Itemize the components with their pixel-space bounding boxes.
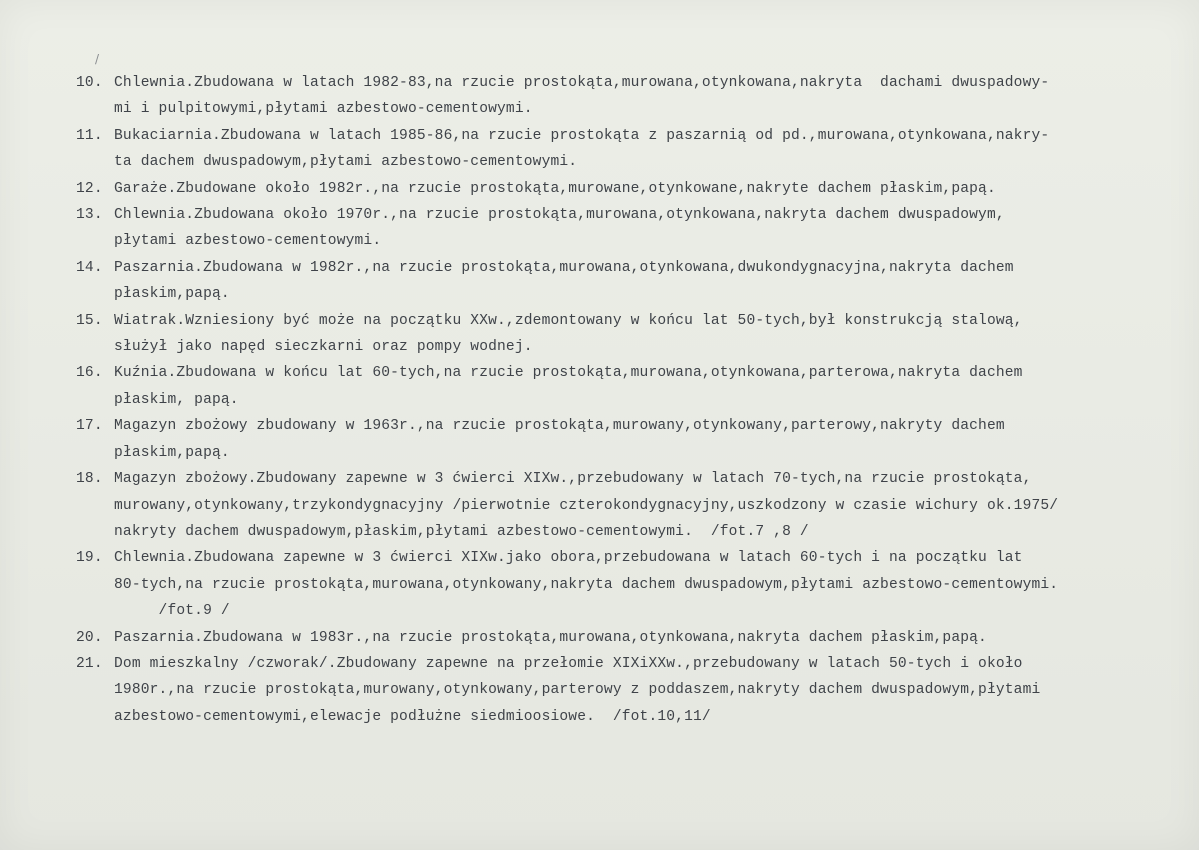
list-item	[76, 360, 1191, 413]
list-item	[76, 651, 1191, 730]
entry-text-line: Bukaciarnia.Zbudowana w latach 1985-86,na rzucie prostokąta z paszarnią od pd.,murowana,otynkowana,nakry-	[114, 127, 1050, 144]
entry-number: 14.	[76, 259, 103, 276]
entry-text-line: Magazyn zbożowy.Zbudowany zapewne w 3 ćwierci XIXw.,przebudowany w latach 70-tych,na rzucie prostokąta,	[114, 471, 1032, 488]
entry-text-line: 80-tych,na rzucie prostokąta,murowana,otynkowany,nakryta dachem dwuspadowym,płytami azbestowo-cementowymi.	[114, 576, 1059, 593]
entry-text-line: /fot.9 /	[114, 603, 230, 620]
list-item	[76, 466, 1191, 545]
entry-number: 16.	[76, 365, 103, 382]
list-item	[76, 625, 1191, 651]
list-item	[76, 176, 1191, 202]
entry-list	[76, 70, 1191, 730]
entry-number: 11.	[76, 127, 103, 144]
entry-text-line: płaskim, papą.	[114, 391, 239, 408]
entry-text-line: Chlewnia.Zbudowana około 1970r.,na rzucie prostokąta,murowana,otynkowana,nakryta dachem dwuspadowym,	[114, 207, 1005, 224]
entry-text-line: Kuźnia.Zbudowana w końcu lat 60-tych,na rzucie prostokąta,murowana,otynkowana,parterowa,nakryta dachem	[114, 365, 1023, 382]
entry-number: 20.	[76, 629, 103, 646]
list-item	[76, 202, 1191, 255]
entry-text-line: murowany,otynkowany,trzykondygnacyjny /pierwotnie czterokondygnacyjny,uszkodzony w czasie wichury ok.1975/	[114, 497, 1059, 514]
entry-text-line: nakryty dachem dwuspadowym,płaskim,płytami azbestowo-cementowymi. /fot.7 ,8 /	[114, 523, 809, 540]
entry-text-line: służył jako napęd sieczkarni oraz pompy wodnej.	[114, 339, 533, 356]
entry-text-line: azbestowo-cementowymi,elewacje podłużne siedmioosiowe. /fot.10,11/	[114, 708, 711, 725]
entry-text-line: Paszarnia.Zbudowana w 1982r.,na rzucie prostokąta,murowana,otynkowana,dwukondygnacyjna,nakryta dachem	[114, 259, 1014, 276]
list-item	[76, 123, 1191, 176]
list-item	[76, 308, 1191, 361]
entry-number: 21.	[76, 655, 103, 672]
entry-number: 12.	[76, 180, 103, 197]
entry-text-line: ta dachem dwuspadowym,płytami azbestowo-cementowymi.	[114, 154, 578, 171]
entry-text-line: 1980r.,na rzucie prostokąta,murowany,otynkowany,parterowy z poddaszem,nakryty dachem dwuspadowym,płytami	[114, 682, 1041, 699]
entry-text-line: Wiatrak.Wzniesiony być może na początku XXw.,zdemontowany w końcu lat 50-tych,był konstrukcją stalową,	[114, 312, 1023, 329]
list-item	[76, 70, 1191, 123]
pencil-mark: /	[95, 52, 100, 66]
entry-text-line: płytami azbestowo-cementowymi.	[114, 233, 382, 250]
entry-number: 17.	[76, 418, 103, 435]
entry-text-line: mi i pulpitowymi,płytami azbestowo-cementowymi.	[114, 101, 533, 118]
entry-text-line: Dom mieszkalny /czworak/.Zbudowany zapewne na przełomie XIXiXXw.,przebudowany w latach 50-tych i około	[114, 655, 1023, 672]
entry-text-line: płaskim,papą.	[114, 286, 230, 303]
entry-text-line: Chlewnia.Zbudowana w latach 1982-83,na rzucie prostokąta,murowana,otynkowana,nakryta dachami dwuspadowy-	[114, 75, 1050, 91]
list-item	[76, 255, 1191, 308]
list-item	[76, 545, 1191, 624]
entry-text-line: płaskim,papą.	[114, 444, 230, 461]
entry-number: 15.	[76, 312, 103, 329]
entry-text-line: Paszarnia.Zbudowana w 1983r.,na rzucie prostokąta,murowana,otynkowana,nakryta dachem płaskim,papą.	[114, 629, 987, 646]
entry-number: 13.	[76, 207, 103, 224]
entry-number: 19.	[76, 550, 103, 567]
entry-number: 18.	[76, 471, 103, 488]
entry-text-line: Chlewnia.Zbudowana zapewne w 3 ćwierci XIXw.jako obora,przebudowana w latach 60-tych i na początku lat	[114, 550, 1023, 567]
entry-text-line: Magazyn zbożowy zbudowany w 1963r.,na rzucie prostokąta,murowany,otynkowany,parterowy,nakryty dachem	[114, 418, 1005, 435]
entry-number: 10.	[76, 75, 103, 91]
entry-text-line: Garaże.Zbudowane około 1982r.,na rzucie prostokąta,murowane,otynkowane,nakryte dachem płaskim,papą.	[114, 180, 996, 197]
list-item	[76, 413, 1191, 466]
